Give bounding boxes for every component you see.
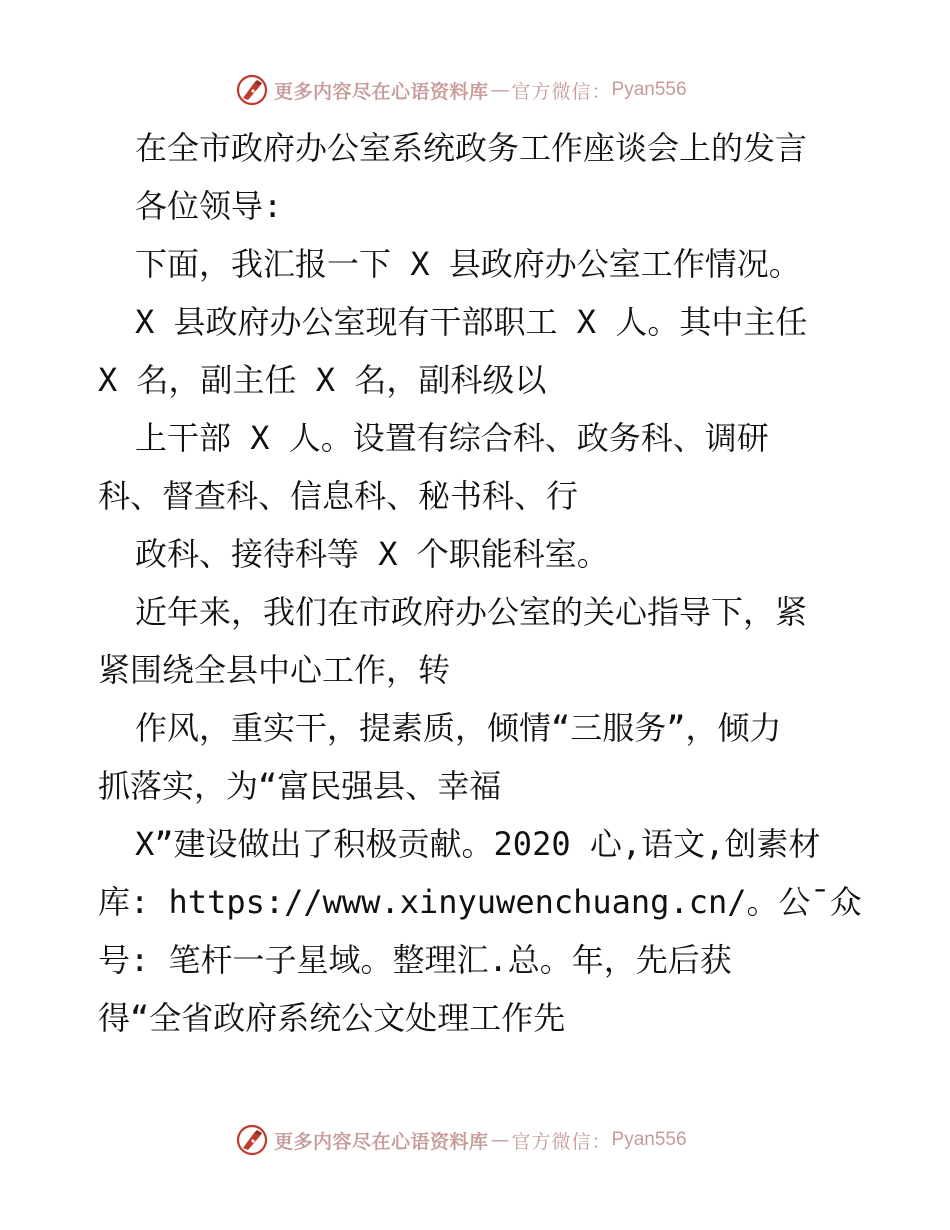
banner-wechat-id: Pyan556 — [611, 79, 687, 100]
text-line: 作风，重实干，提素质，倾情“三服务”，倾力 — [135, 709, 782, 747]
text-line: 抓落实，为“富民强县、幸福 — [98, 767, 502, 805]
banner-separator: — — [490, 1129, 510, 1151]
text-line: 政科、接待科等 X 个职能科室。 — [135, 535, 609, 573]
footer-banner — [236, 1123, 687, 1157]
text-line: 下面，我汇报一下 X 县政府办公室工作情况。 — [135, 245, 801, 283]
banner-separator: — — [490, 79, 510, 101]
banner-wechat-id: Pyan556 — [611, 1129, 687, 1150]
banner-site-text: 更多内容尽在心语资料库 — [274, 80, 489, 103]
text-line: 科、督查科、信息科、秘书科、行 — [98, 477, 579, 515]
banner-wechat-label: 官方微信： — [511, 1130, 612, 1153]
text-line: 得“全省政府系统公文处理工作先 — [98, 999, 566, 1037]
text-line: X 名，副主任 X 名，副科级以 — [98, 361, 547, 399]
text-line: 上干部 X 人。设置有综合科、政务科、调研 — [135, 419, 769, 457]
text-line: 各位领导: — [135, 187, 283, 225]
banner-wechat-label: 官方微信： — [511, 80, 612, 103]
pen-nib-logo-icon — [236, 1124, 268, 1156]
header-banner — [236, 73, 687, 107]
text-line: 紧围绕全县中心工作，转 — [98, 651, 451, 689]
banner-site-text: 更多内容尽在心语资料库 — [274, 1130, 489, 1153]
text-line: 近年来，我们在市政府办公室的关心指导下，紧 — [135, 593, 808, 631]
text-line: X 县政府办公室现有干部职工 X 人。其中主任 — [135, 303, 808, 341]
pen-nib-logo-icon — [236, 74, 268, 106]
document-title: 在全市政府办公室系统政务工作座谈会上的发言 — [135, 129, 808, 167]
text-line: 库: https://www.xinyuwenchuang.cn/。公¯众 — [98, 883, 862, 921]
text-line: 号: 笔杆一子星域。整理汇.总。年，先后获 — [98, 941, 732, 979]
text-line: X”建设做出了积极贡献。2020 心,语文,创素材 — [135, 825, 821, 863]
